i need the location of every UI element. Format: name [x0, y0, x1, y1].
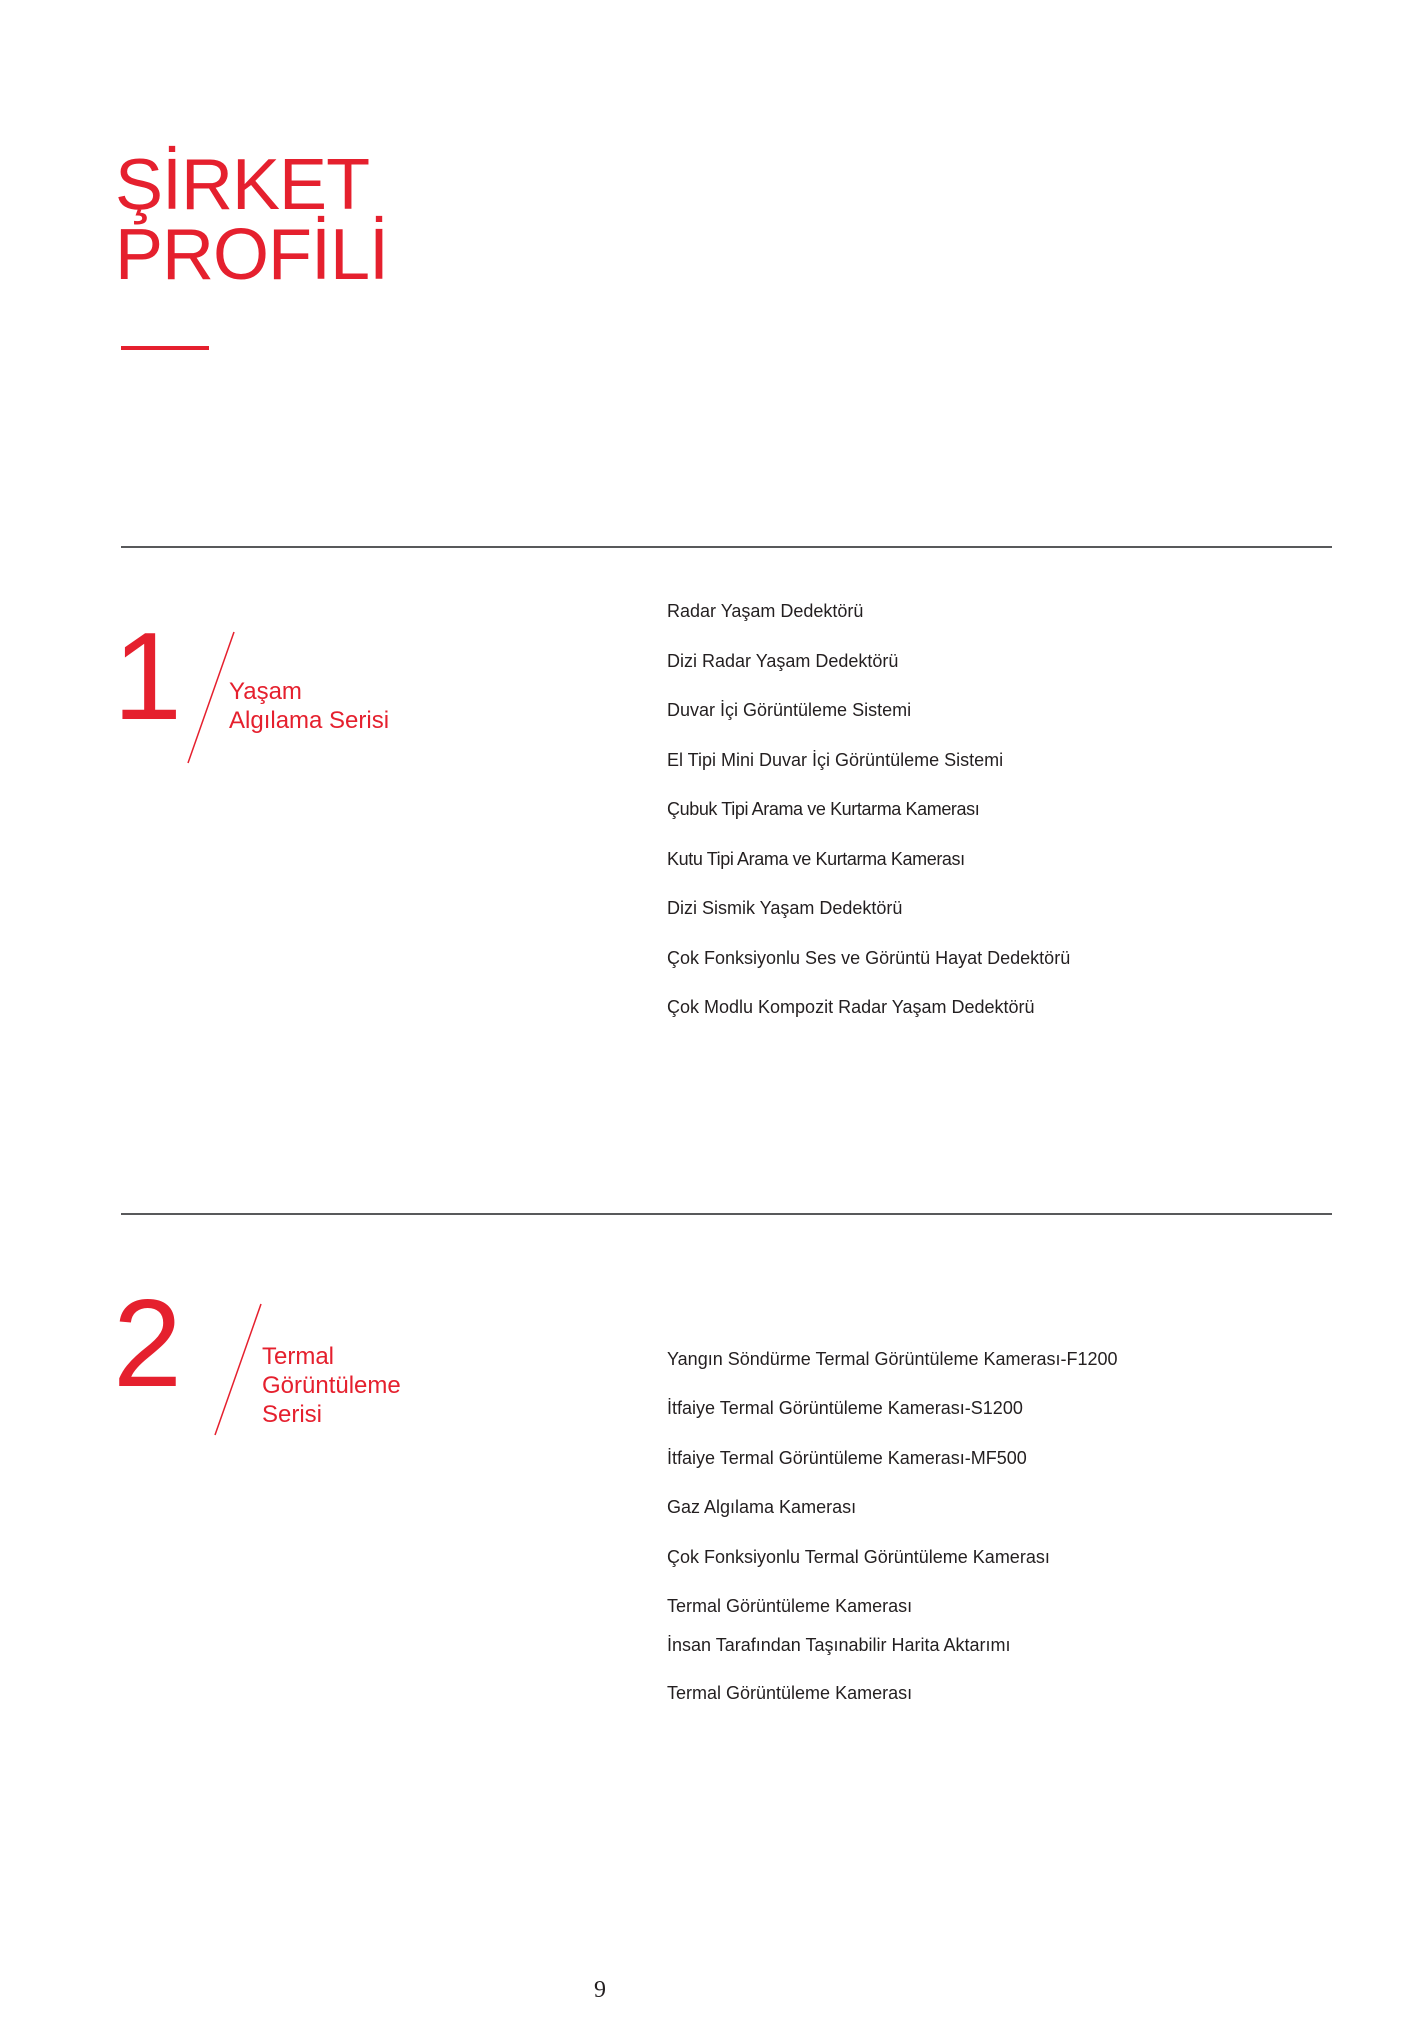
page-title-line-2: PROFİLİ — [115, 215, 389, 295]
section-2-name — [262, 1342, 401, 1429]
page-title-line-1: ŞİRKET — [115, 145, 370, 225]
section-2-item: Yangın Söndürme Termal Görüntüleme Kamerası-F1200 — [667, 1349, 1118, 1369]
section-2-number: 2 — [113, 1275, 178, 1413]
section-2-item: İtfaiye Termal Görüntüleme Kamerası-MF500 — [667, 1448, 1027, 1468]
section-2-name-line-1: Termal — [262, 1343, 335, 1370]
section-1-name-line-1: Yaşam — [229, 678, 302, 705]
section-2-item: Termal Görüntüleme Kamerası — [667, 1596, 913, 1616]
section-2-item: İnsan Tarafından Taşınabilir Harita Aktarımı — [667, 1635, 1011, 1655]
section-1-item: Dizi Radar Yaşam Dedektörü — [667, 651, 899, 671]
title-underline — [121, 346, 209, 350]
section-2-item: Çok Fonksiyonlu Termal Görüntüleme Kamerası — [667, 1547, 1050, 1567]
section-2-item: İtfaiye Termal Görüntüleme Kamerası-S1200 — [667, 1398, 1023, 1418]
section-1-item: Çubuk Tipi Arama ve Kurtarma Kamerası — [667, 799, 980, 819]
section-2-name-line-3: Serisi — [262, 1401, 323, 1428]
page-title — [115, 145, 389, 295]
section-1-item: Çok Modlu Kompozit Radar Yaşam Dedektörü — [667, 997, 1035, 1017]
section-2-item: Termal Görüntüleme Kamerası — [667, 1683, 913, 1703]
section-1-item: Çok Fonksiyonlu Ses ve Görüntü Hayat Dedektörü — [667, 948, 1071, 968]
section-2-divider — [121, 1213, 1332, 1215]
section-1-item: Radar Yaşam Dedektörü — [667, 601, 864, 621]
section-1-name-line-2: Algılama Serisi — [229, 707, 390, 734]
section-1-number: 1 — [113, 608, 178, 746]
section-1-item: Duvar İçi Görüntüleme Sistemi — [667, 700, 912, 720]
page-number: 9 — [594, 1977, 606, 2003]
section-2-slash — [212, 1302, 264, 1437]
section-1-name — [229, 677, 389, 735]
section-2-name-line-2: Görüntüleme — [262, 1372, 401, 1399]
section-2-item: Gaz Algılama Kamerası — [667, 1497, 857, 1517]
section-1-divider — [121, 546, 1332, 548]
section-1-item: Kutu Tipi Arama ve Kurtarma Kamerası — [667, 849, 965, 869]
section-1-item: El Tipi Mini Duvar İçi Görüntüleme Sistemi — [667, 750, 1004, 770]
section-1-item: Dizi Sismik Yaşam Dedektörü — [667, 898, 903, 918]
